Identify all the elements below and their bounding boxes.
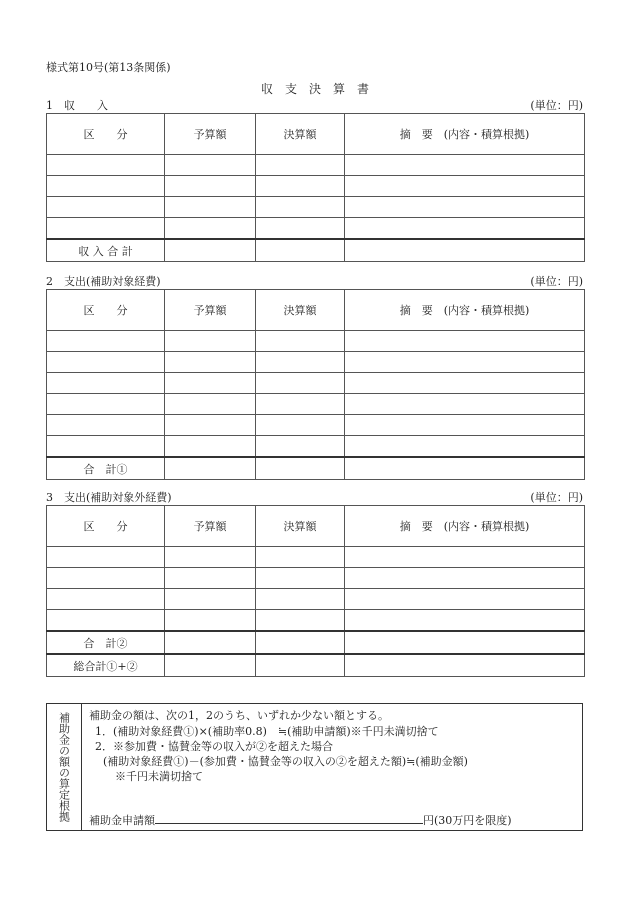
table-cell[interactable] bbox=[256, 654, 345, 677]
table-cell[interactable] bbox=[165, 415, 256, 436]
table-row bbox=[47, 568, 585, 589]
table-row bbox=[47, 155, 585, 176]
table-cell[interactable] bbox=[256, 176, 345, 197]
table-cell[interactable] bbox=[256, 568, 345, 589]
table-cell[interactable] bbox=[345, 197, 585, 218]
table-cell[interactable] bbox=[165, 547, 256, 568]
non-subsidized-expense-table bbox=[46, 505, 585, 677]
table-row bbox=[47, 610, 585, 632]
table-cell[interactable] bbox=[165, 436, 256, 458]
application-amount-suffix: 円(30万円を限度) bbox=[423, 814, 512, 827]
table-row bbox=[47, 589, 585, 610]
table-row bbox=[47, 394, 585, 415]
table-cell[interactable] bbox=[345, 331, 585, 352]
income-total-label: 収 入 合 計 bbox=[47, 239, 165, 262]
table-cell[interactable] bbox=[345, 415, 585, 436]
table-cell[interactable] bbox=[345, 568, 585, 589]
table-cell[interactable] bbox=[165, 457, 256, 480]
table-cell[interactable] bbox=[165, 610, 256, 632]
table-cell[interactable] bbox=[345, 547, 585, 568]
subtotal-2-label: 合 計② bbox=[47, 631, 165, 654]
col-settlement: 決算額 bbox=[256, 290, 345, 331]
table-cell[interactable] bbox=[47, 155, 165, 176]
table-row bbox=[47, 331, 585, 352]
table-cell[interactable] bbox=[256, 331, 345, 352]
table-cell[interactable] bbox=[345, 631, 585, 654]
table-row bbox=[47, 415, 585, 436]
subsidized-expense-table bbox=[46, 289, 585, 480]
table-cell[interactable] bbox=[165, 197, 256, 218]
section-3-unit: (単位：円) bbox=[530, 491, 583, 504]
table-cell[interactable] bbox=[345, 457, 585, 480]
table-cell[interactable] bbox=[165, 155, 256, 176]
table-cell[interactable] bbox=[165, 568, 256, 589]
table-cell[interactable] bbox=[256, 197, 345, 218]
subsidy-basis-item-1: 1．(補助対象経費①)×(補助率0.8) ≒(補助申請額)※千円未満切捨て bbox=[95, 725, 439, 738]
col-remarks: 摘 要 (内容・積算根拠) bbox=[345, 506, 585, 547]
table-cell[interactable] bbox=[165, 176, 256, 197]
table-cell[interactable] bbox=[345, 589, 585, 610]
table-cell[interactable] bbox=[165, 654, 256, 677]
subsidy-basis-side-label: 補助金の額の算定根拠 bbox=[57, 712, 71, 822]
table-row bbox=[47, 197, 585, 218]
table-cell[interactable] bbox=[47, 176, 165, 197]
table-cell[interactable] bbox=[345, 610, 585, 632]
subsidy-basis-side bbox=[47, 704, 82, 830]
col-budget: 予算額 bbox=[165, 114, 256, 155]
subtotal-1-label: 合 計① bbox=[47, 457, 165, 480]
table-cell[interactable] bbox=[47, 331, 165, 352]
table-cell[interactable] bbox=[256, 436, 345, 458]
table-cell[interactable] bbox=[345, 218, 585, 240]
table-cell[interactable] bbox=[345, 373, 585, 394]
table-cell[interactable] bbox=[256, 589, 345, 610]
table-cell[interactable] bbox=[165, 373, 256, 394]
col-settlement: 決算額 bbox=[256, 506, 345, 547]
table-cell[interactable] bbox=[256, 394, 345, 415]
form-number: 様式第10号(第13条関係) bbox=[46, 61, 171, 74]
table-cell[interactable] bbox=[47, 610, 165, 632]
table-row bbox=[47, 436, 585, 458]
table-cell[interactable] bbox=[256, 218, 345, 240]
document-title: 収 支 決 算 書 bbox=[260, 82, 369, 96]
table-cell[interactable] bbox=[345, 176, 585, 197]
table-cell[interactable] bbox=[345, 155, 585, 176]
table-row bbox=[47, 373, 585, 394]
col-category: 区 分 bbox=[47, 290, 165, 331]
table-row bbox=[47, 218, 585, 240]
table-cell[interactable] bbox=[165, 218, 256, 240]
subsidy-basis-intro: 補助金の額は、次の1，2のうち、いずれか少ない額とする。 bbox=[89, 709, 389, 722]
grand-total-label: 総合計①+② bbox=[47, 654, 165, 677]
section-2-unit: (単位：円) bbox=[530, 275, 583, 288]
table-cell[interactable] bbox=[47, 568, 165, 589]
table-row bbox=[47, 176, 585, 197]
table-cell[interactable] bbox=[345, 436, 585, 458]
section-1-title: 1 収 入 bbox=[46, 99, 108, 112]
table-row bbox=[47, 547, 585, 568]
table-cell[interactable] bbox=[256, 547, 345, 568]
table-cell[interactable] bbox=[345, 239, 585, 262]
subsidy-basis-item-2-note: ※千円未満切捨て bbox=[115, 770, 203, 783]
table-cell[interactable] bbox=[345, 654, 585, 677]
table-cell[interactable] bbox=[256, 239, 345, 262]
col-remarks: 摘 要 (内容・積算根拠) bbox=[345, 114, 585, 155]
application-amount-label: 補助金申請額 bbox=[89, 814, 155, 827]
income-total-row bbox=[47, 239, 585, 262]
table-cell[interactable] bbox=[345, 352, 585, 373]
table-cell[interactable] bbox=[47, 373, 165, 394]
table-cell[interactable] bbox=[47, 197, 165, 218]
application-amount-field[interactable] bbox=[155, 812, 423, 824]
table-cell[interactable] bbox=[165, 352, 256, 373]
subsidy-basis-item-2-formula: (補助対象経費①)－(参加費・協賛金等の収入の②を超えた額)≒(補助金額) bbox=[103, 755, 468, 768]
table-cell[interactable] bbox=[256, 373, 345, 394]
table-cell[interactable] bbox=[165, 631, 256, 654]
table-cell[interactable] bbox=[256, 631, 345, 654]
table-cell[interactable] bbox=[256, 457, 345, 480]
col-budget: 予算額 bbox=[165, 290, 256, 331]
section-2-title: 2 支出(補助対象経費) bbox=[46, 275, 161, 288]
col-category: 区 分 bbox=[47, 506, 165, 547]
table-cell[interactable] bbox=[165, 589, 256, 610]
table-cell[interactable] bbox=[47, 218, 165, 240]
table-cell[interactable] bbox=[47, 352, 165, 373]
table-cell[interactable] bbox=[165, 394, 256, 415]
grand-total-row bbox=[47, 654, 585, 677]
col-category: 区 分 bbox=[47, 114, 165, 155]
table-cell[interactable] bbox=[256, 155, 345, 176]
subsidy-basis-box bbox=[46, 703, 583, 831]
nonsub-header-row bbox=[47, 506, 585, 547]
col-settlement: 決算額 bbox=[256, 114, 345, 155]
table-cell[interactable] bbox=[165, 331, 256, 352]
table-cell[interactable] bbox=[47, 589, 165, 610]
application-amount-line bbox=[89, 812, 512, 828]
table-cell[interactable] bbox=[256, 415, 345, 436]
table-cell[interactable] bbox=[47, 415, 165, 436]
subtotal-2-row bbox=[47, 631, 585, 654]
section-1-unit: (単位：円) bbox=[530, 99, 583, 112]
expense-header-row bbox=[47, 290, 585, 331]
table-cell[interactable] bbox=[47, 394, 165, 415]
subtotal-1-row bbox=[47, 457, 585, 480]
table-cell[interactable] bbox=[47, 547, 165, 568]
table-row bbox=[47, 352, 585, 373]
table-cell[interactable] bbox=[256, 610, 345, 632]
table-cell[interactable] bbox=[256, 352, 345, 373]
table-cell[interactable] bbox=[165, 239, 256, 262]
col-budget: 予算額 bbox=[165, 506, 256, 547]
table-cell[interactable] bbox=[345, 394, 585, 415]
table-cell[interactable] bbox=[47, 436, 165, 458]
col-remarks: 摘 要 (内容・積算根拠) bbox=[345, 290, 585, 331]
section-3-title: 3 支出(補助対象外経費) bbox=[46, 491, 172, 504]
income-table bbox=[46, 113, 585, 262]
subsidy-basis-item-2: 2．※参加費・協賛金等の収入が②を超えた場合 bbox=[95, 740, 333, 753]
income-header-row bbox=[47, 114, 585, 155]
